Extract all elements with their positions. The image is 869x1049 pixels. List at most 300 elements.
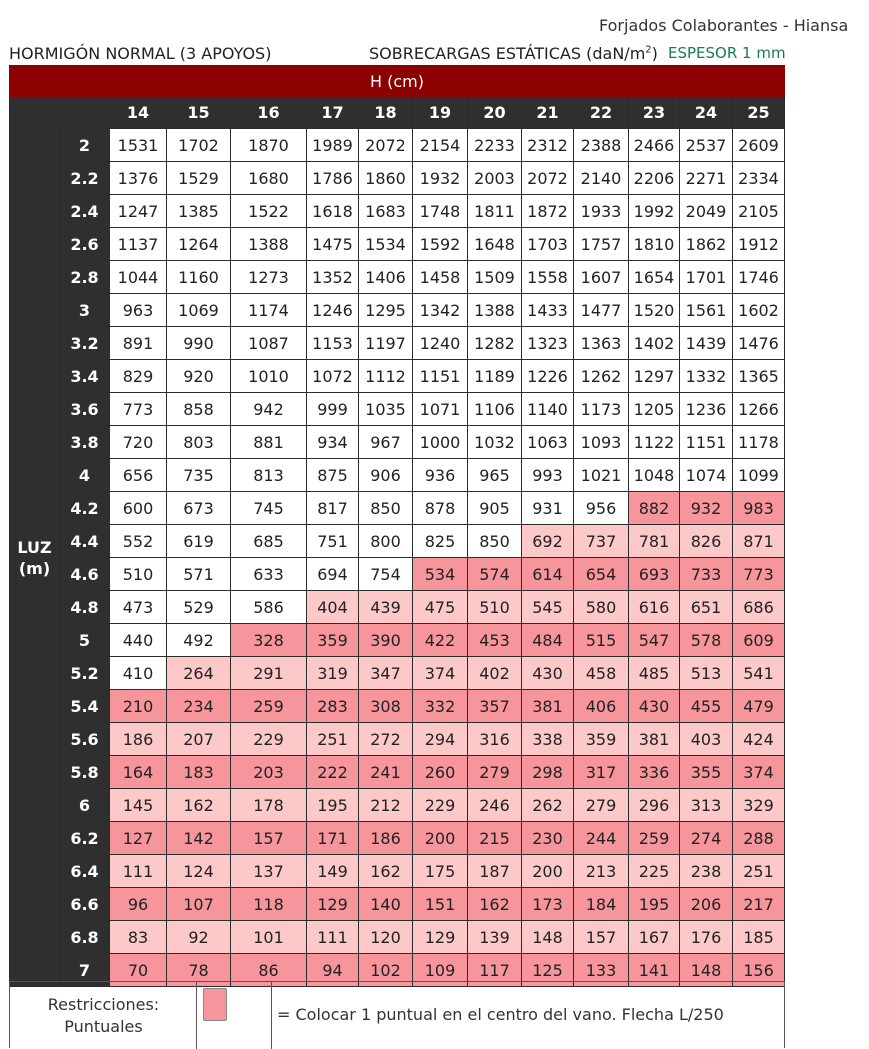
header-corner xyxy=(10,97,110,129)
load-cell: 513 xyxy=(680,657,733,690)
load-cell: 149 xyxy=(307,855,359,888)
load-cell: 2609 xyxy=(733,129,785,162)
table-row xyxy=(10,855,785,888)
load-table xyxy=(9,65,785,987)
load-cell: 1106 xyxy=(468,393,522,426)
load-cell: 1862 xyxy=(680,228,733,261)
load-cell: 195 xyxy=(629,888,680,921)
load-cell: 241 xyxy=(359,756,413,789)
load-cell: 1021 xyxy=(574,459,629,492)
load-cell: 1295 xyxy=(359,294,413,327)
load-cell: 737 xyxy=(574,525,629,558)
load-cell: 934 xyxy=(307,426,359,459)
load-cell: 1332 xyxy=(680,360,733,393)
load-cell: 990 xyxy=(167,327,231,360)
load-cell: 1205 xyxy=(629,393,680,426)
load-cell: 1992 xyxy=(629,195,680,228)
load-cell: 164 xyxy=(110,756,167,789)
load-cell: 298 xyxy=(522,756,574,789)
load-cell: 906 xyxy=(359,459,413,492)
load-cell: 905 xyxy=(468,492,522,525)
load-cell: 633 xyxy=(231,558,307,591)
span-value: 7 xyxy=(60,954,110,987)
load-cell: 1702 xyxy=(167,129,231,162)
load-cell: 162 xyxy=(167,789,231,822)
load-cell: 1376 xyxy=(110,162,167,195)
load-cell: 479 xyxy=(733,690,785,723)
load-cell: 2233 xyxy=(468,129,522,162)
load-cell: 336 xyxy=(629,756,680,789)
load-cell: 773 xyxy=(110,393,167,426)
load-cell: 1000 xyxy=(413,426,468,459)
load-cell: 545 xyxy=(522,591,574,624)
load-cell: 826 xyxy=(680,525,733,558)
load-cell: 993 xyxy=(522,459,574,492)
load-cell: 1406 xyxy=(359,261,413,294)
load-cell: 294 xyxy=(413,723,468,756)
load-cell: 141 xyxy=(629,954,680,987)
load-cell: 430 xyxy=(629,690,680,723)
load-cell: 1246 xyxy=(307,294,359,327)
load-cell: 1476 xyxy=(733,327,785,360)
load-cell: 288 xyxy=(733,822,785,855)
load-cell: 2466 xyxy=(629,129,680,162)
load-cell: 654 xyxy=(574,558,629,591)
load-cell: 829 xyxy=(110,360,167,393)
load-cell: 1063 xyxy=(522,426,574,459)
load-cell: 167 xyxy=(629,921,680,954)
load-cell: 1475 xyxy=(307,228,359,261)
legend-label xyxy=(10,982,197,1049)
load-cell: 931 xyxy=(522,492,574,525)
load-cell: 754 xyxy=(359,558,413,591)
load-cell: 693 xyxy=(629,558,680,591)
load-cell: 2003 xyxy=(468,162,522,195)
load-cell: 484 xyxy=(522,624,574,657)
load-cell: 1035 xyxy=(359,393,413,426)
table-row xyxy=(10,360,785,393)
load-cell: 1477 xyxy=(574,294,629,327)
load-cell: 2206 xyxy=(629,162,680,195)
load-cell: 171 xyxy=(307,822,359,855)
load-cell: 800 xyxy=(359,525,413,558)
load-cell: 262 xyxy=(522,789,574,822)
load-cell: 1458 xyxy=(413,261,468,294)
load-cell: 1509 xyxy=(468,261,522,294)
loads-title-text: SOBRECARGAS ESTÁTICAS (daN/m xyxy=(369,44,646,63)
load-cell: 1273 xyxy=(231,261,307,294)
load-cell: 187 xyxy=(468,855,522,888)
load-cell: 178 xyxy=(231,789,307,822)
load-cell: 1531 xyxy=(110,129,167,162)
load-cell: 458 xyxy=(574,657,629,690)
load-cell: 440 xyxy=(110,624,167,657)
load-cell: 2271 xyxy=(680,162,733,195)
load-cell: 534 xyxy=(413,558,468,591)
load-cell: 308 xyxy=(359,690,413,723)
load-cell: 137 xyxy=(231,855,307,888)
height-col-header: 25 xyxy=(733,97,785,129)
load-cell: 586 xyxy=(231,591,307,624)
load-cell: 1342 xyxy=(413,294,468,327)
load-cell: 1683 xyxy=(359,195,413,228)
load-cell: 965 xyxy=(468,459,522,492)
load-cell: 1520 xyxy=(629,294,680,327)
load-cell: 195 xyxy=(307,789,359,822)
load-cell: 1160 xyxy=(167,261,231,294)
load-cell: 574 xyxy=(468,558,522,591)
load-cell: 403 xyxy=(680,723,733,756)
load-cell: 773 xyxy=(733,558,785,591)
load-cell: 70 xyxy=(110,954,167,987)
load-cell: 936 xyxy=(413,459,468,492)
load-cell: 402 xyxy=(468,657,522,690)
load-cell: 101 xyxy=(231,921,307,954)
load-cell: 133 xyxy=(574,954,629,987)
load-cell: 2072 xyxy=(359,129,413,162)
load-cell: 1703 xyxy=(522,228,574,261)
span-value: 3.4 xyxy=(60,360,110,393)
load-cell: 720 xyxy=(110,426,167,459)
load-cell: 967 xyxy=(359,426,413,459)
load-cell: 1032 xyxy=(468,426,522,459)
span-value: 2 xyxy=(60,129,110,162)
table-row xyxy=(10,624,785,657)
load-cell: 111 xyxy=(307,921,359,954)
load-cell: 162 xyxy=(359,855,413,888)
load-cell: 157 xyxy=(574,921,629,954)
load-cell: 1529 xyxy=(167,162,231,195)
load-cell: 1439 xyxy=(680,327,733,360)
load-cell: 424 xyxy=(733,723,785,756)
load-cell: 673 xyxy=(167,492,231,525)
table-row xyxy=(10,327,785,360)
load-cell: 1786 xyxy=(307,162,359,195)
table-body xyxy=(10,129,785,987)
table-row xyxy=(10,459,785,492)
load-cell: 1352 xyxy=(307,261,359,294)
load-cell: 1680 xyxy=(231,162,307,195)
load-cell: 1044 xyxy=(110,261,167,294)
table-row xyxy=(10,228,785,261)
span-value: 2.4 xyxy=(60,195,110,228)
table-row xyxy=(10,888,785,921)
height-col-header: 20 xyxy=(468,97,522,129)
table-row xyxy=(10,195,785,228)
load-cell: 1860 xyxy=(359,162,413,195)
height-col-header: 19 xyxy=(413,97,468,129)
load-cell: 1137 xyxy=(110,228,167,261)
load-cell: 183 xyxy=(167,756,231,789)
legend-text: = Colocar 1 puntual en el centro del vano. Flecha L/250 xyxy=(277,1005,724,1024)
load-cell: 492 xyxy=(167,624,231,657)
load-cell: 139 xyxy=(468,921,522,954)
load-cell: 1262 xyxy=(574,360,629,393)
load-cell: 259 xyxy=(231,690,307,723)
load-cell: 148 xyxy=(522,921,574,954)
load-cell: 1010 xyxy=(231,360,307,393)
load-cell: 2154 xyxy=(413,129,468,162)
load-cell: 92 xyxy=(167,921,231,954)
load-cell: 109 xyxy=(413,954,468,987)
load-cell: 1701 xyxy=(680,261,733,294)
load-cell: 279 xyxy=(574,789,629,822)
load-cell: 692 xyxy=(522,525,574,558)
load-cell: 234 xyxy=(167,690,231,723)
load-cell: 1074 xyxy=(680,459,733,492)
load-cell: 283 xyxy=(307,690,359,723)
load-cell: 332 xyxy=(413,690,468,723)
load-cell: 1402 xyxy=(629,327,680,360)
table-row xyxy=(10,426,785,459)
load-cell: 244 xyxy=(574,822,629,855)
load-cell: 1178 xyxy=(733,426,785,459)
load-cell: 390 xyxy=(359,624,413,657)
load-cell: 118 xyxy=(231,888,307,921)
load-cell: 1151 xyxy=(413,360,468,393)
load-cell: 246 xyxy=(468,789,522,822)
load-cell: 1757 xyxy=(574,228,629,261)
load-cell: 2388 xyxy=(574,129,629,162)
load-cell: 552 xyxy=(110,525,167,558)
load-cell: 1112 xyxy=(359,360,413,393)
load-cell: 142 xyxy=(167,822,231,855)
load-cell: 817 xyxy=(307,492,359,525)
load-cell: 185 xyxy=(733,921,785,954)
load-cell: 2140 xyxy=(574,162,629,195)
load-cell: 850 xyxy=(468,525,522,558)
load-cell: 878 xyxy=(413,492,468,525)
load-cell: 735 xyxy=(167,459,231,492)
load-cell: 264 xyxy=(167,657,231,690)
load-cell: 381 xyxy=(629,723,680,756)
load-cell: 260 xyxy=(413,756,468,789)
load-cell: 694 xyxy=(307,558,359,591)
load-cell: 1069 xyxy=(167,294,231,327)
load-cell: 1912 xyxy=(733,228,785,261)
load-cell: 781 xyxy=(629,525,680,558)
load-cell: 107 xyxy=(167,888,231,921)
load-cell: 619 xyxy=(167,525,231,558)
height-col-header: 14 xyxy=(110,97,167,129)
load-cell: 956 xyxy=(574,492,629,525)
load-cell: 439 xyxy=(359,591,413,624)
load-cell: 251 xyxy=(307,723,359,756)
height-col-header: 22 xyxy=(574,97,629,129)
load-cell: 1561 xyxy=(680,294,733,327)
load-cell: 455 xyxy=(680,690,733,723)
load-cell: 1048 xyxy=(629,459,680,492)
load-cell: 210 xyxy=(110,690,167,723)
load-cell: 229 xyxy=(413,789,468,822)
span-value: 6.2 xyxy=(60,822,110,855)
load-cell: 1297 xyxy=(629,360,680,393)
load-cell: 1618 xyxy=(307,195,359,228)
span-value: 4.6 xyxy=(60,558,110,591)
span-value: 3 xyxy=(60,294,110,327)
span-value: 6.8 xyxy=(60,921,110,954)
load-cell: 359 xyxy=(307,624,359,657)
load-cell: 1226 xyxy=(522,360,574,393)
span-value: 2.2 xyxy=(60,162,110,195)
load-cell: 751 xyxy=(307,525,359,558)
load-cell: 1099 xyxy=(733,459,785,492)
load-cell: 117 xyxy=(468,954,522,987)
load-cell: 125 xyxy=(522,954,574,987)
load-cell: 176 xyxy=(680,921,733,954)
load-cell: 1282 xyxy=(468,327,522,360)
table-row xyxy=(10,162,785,195)
load-cell: 230 xyxy=(522,822,574,855)
load-cell: 2049 xyxy=(680,195,733,228)
load-cell: 145 xyxy=(110,789,167,822)
load-cell: 1748 xyxy=(413,195,468,228)
load-cell: 475 xyxy=(413,591,468,624)
load-cell: 148 xyxy=(680,954,733,987)
span-value: 5.4 xyxy=(60,690,110,723)
table-row xyxy=(10,921,785,954)
load-cell: 186 xyxy=(110,723,167,756)
load-cell: 200 xyxy=(413,822,468,855)
table-row xyxy=(10,558,785,591)
span-value: 4 xyxy=(60,459,110,492)
load-cell: 140 xyxy=(359,888,413,921)
load-cell: 1173 xyxy=(574,393,629,426)
load-cell: 1240 xyxy=(413,327,468,360)
load-cell: 510 xyxy=(110,558,167,591)
load-cell: 156 xyxy=(733,954,785,987)
load-cell: 2312 xyxy=(522,129,574,162)
load-cell: 580 xyxy=(574,591,629,624)
load-cell: 1933 xyxy=(574,195,629,228)
span-value: 6.4 xyxy=(60,855,110,888)
load-cell: 871 xyxy=(733,525,785,558)
load-cell: 1810 xyxy=(629,228,680,261)
load-cell: 1153 xyxy=(307,327,359,360)
legend xyxy=(9,981,785,1048)
span-value: 6.6 xyxy=(60,888,110,921)
load-cell: 547 xyxy=(629,624,680,657)
load-cell: 206 xyxy=(680,888,733,921)
table-row xyxy=(10,723,785,756)
load-cell: 733 xyxy=(680,558,733,591)
load-cell: 1247 xyxy=(110,195,167,228)
load-cell: 1746 xyxy=(733,261,785,294)
load-cell: 120 xyxy=(359,921,413,954)
load-cell: 296 xyxy=(629,789,680,822)
load-cell: 510 xyxy=(468,591,522,624)
load-cell: 1607 xyxy=(574,261,629,294)
load-cell: 259 xyxy=(629,822,680,855)
load-cell: 616 xyxy=(629,591,680,624)
load-cell: 207 xyxy=(167,723,231,756)
load-cell: 313 xyxy=(680,789,733,822)
span-value: 3.6 xyxy=(60,393,110,426)
span-axis-label-line1: LUZ xyxy=(17,537,52,557)
load-cell: 338 xyxy=(522,723,574,756)
loads-title-end: ) xyxy=(651,44,658,63)
load-cell: 1388 xyxy=(468,294,522,327)
span-value: 5.6 xyxy=(60,723,110,756)
load-cell: 173 xyxy=(522,888,574,921)
table-row xyxy=(10,393,785,426)
table-row xyxy=(10,789,785,822)
load-cell: 609 xyxy=(733,624,785,657)
load-cell: 1140 xyxy=(522,393,574,426)
load-cell: 942 xyxy=(231,393,307,426)
load-cell: 803 xyxy=(167,426,231,459)
load-cell: 891 xyxy=(110,327,167,360)
load-cell: 614 xyxy=(522,558,574,591)
load-cell: 291 xyxy=(231,657,307,690)
load-cell: 111 xyxy=(110,855,167,888)
load-cell: 229 xyxy=(231,723,307,756)
load-cell: 1558 xyxy=(522,261,574,294)
load-cell: 1388 xyxy=(231,228,307,261)
span-axis-label-line2: (m) xyxy=(18,558,51,578)
span-value: 3.8 xyxy=(60,426,110,459)
load-cell: 127 xyxy=(110,822,167,855)
load-cell: 94 xyxy=(307,954,359,987)
load-cell: 430 xyxy=(522,657,574,690)
span-value: 3.2 xyxy=(60,327,110,360)
load-cell: 217 xyxy=(733,888,785,921)
height-col-header: 23 xyxy=(629,97,680,129)
height-col-header: 15 xyxy=(167,97,231,129)
load-cell: 1363 xyxy=(574,327,629,360)
load-cell: 1236 xyxy=(680,393,733,426)
load-cell: 1151 xyxy=(680,426,733,459)
load-cell: 1189 xyxy=(468,360,522,393)
load-cell: 319 xyxy=(307,657,359,690)
span-value: 4.4 xyxy=(60,525,110,558)
legend-label-line1: Restricciones: xyxy=(47,994,160,1014)
span-value: 2.6 xyxy=(60,228,110,261)
span-value: 5 xyxy=(60,624,110,657)
load-cell: 78 xyxy=(167,954,231,987)
load-cell: 1174 xyxy=(231,294,307,327)
load-cell: 656 xyxy=(110,459,167,492)
span-value: 4.8 xyxy=(60,591,110,624)
load-cell: 651 xyxy=(680,591,733,624)
load-cell: 541 xyxy=(733,657,785,690)
table-row xyxy=(10,756,785,789)
load-cell: 355 xyxy=(680,756,733,789)
load-cell: 1266 xyxy=(733,393,785,426)
thickness-label: ESPESOR 1 mm xyxy=(668,44,786,62)
load-cell: 1872 xyxy=(522,195,574,228)
load-cell: 1323 xyxy=(522,327,574,360)
span-axis-label xyxy=(10,129,60,987)
load-cell: 1071 xyxy=(413,393,468,426)
load-cell: 1932 xyxy=(413,162,468,195)
load-cell: 186 xyxy=(359,822,413,855)
brand-title: Forjados Colaborantes - Hiansa xyxy=(599,16,849,35)
load-cell: 1648 xyxy=(468,228,522,261)
legend-divider xyxy=(271,982,272,1049)
height-col-header: 16 xyxy=(231,97,307,129)
load-cell: 932 xyxy=(680,492,733,525)
height-values-row xyxy=(10,97,785,129)
load-cell: 1602 xyxy=(733,294,785,327)
table-row xyxy=(10,525,785,558)
load-cell: 328 xyxy=(231,624,307,657)
load-cell: 329 xyxy=(733,789,785,822)
span-value: 6 xyxy=(60,789,110,822)
concrete-type-title: HORMIGÓN NORMAL (3 APOYOS) xyxy=(9,44,272,63)
load-cell: 1811 xyxy=(468,195,522,228)
load-cell: 600 xyxy=(110,492,167,525)
